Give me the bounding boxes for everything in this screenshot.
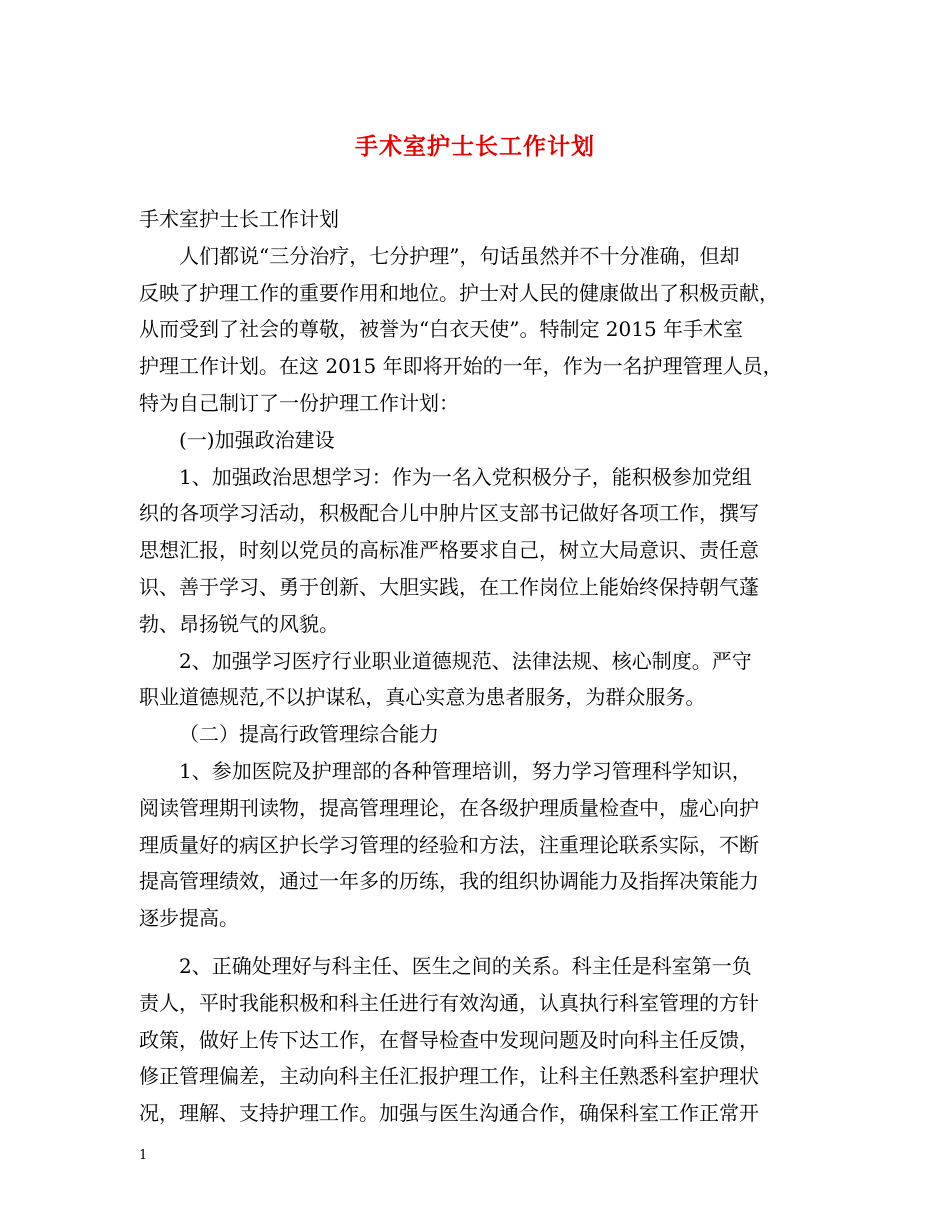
body-line: 特为自己制订了一份护理工作计划： (139, 390, 459, 415)
page-number: 1 (139, 1148, 148, 1163)
body-line: 政策，做好上传下达工作，在督导检查中发现问题及时向科主任反馈， (139, 1027, 759, 1052)
body-line: 职业道德规范,不以护谋私，真心实意为患者服务，为群众服务。 (139, 685, 706, 710)
body-line: 提高管理绩效，通过一年多的历练，我的组织协调能力及指挥决策能力 (139, 869, 759, 894)
paragraph-gap (139, 937, 829, 948)
body-line: 勃、昂扬锐气的风貌。 (139, 611, 339, 636)
body-line: 从而受到了社会的尊敬，被誉为“白衣天使”。特制定 2015 年手术室 (139, 317, 744, 342)
body-line: 护理工作计划。在这 2015 年即将开始的一年，作为一名护理管理人员， (139, 354, 783, 379)
body-line: 况，理解、支持护理工作。加强与医生沟通合作，确保科室工作正常开 (139, 1101, 759, 1126)
body-line: 1、加强政治思想学习：作为一名入党积极分子，能积极参加党组 (179, 464, 752, 489)
body-line: 修正管理偏差，主动向科主任汇报护理工作，让科主任熟悉科室护理状 (139, 1064, 759, 1089)
body-line: 阅读管理期刊读物，提高管理理论，在各级护理质量检查中，虚心向护 (139, 795, 759, 820)
body-line: 责人，平时我能积极和科主任进行有效沟通，认真执行科室管理的方针 (139, 990, 759, 1015)
section-heading: (一)加强政治建设 (179, 427, 335, 452)
body-line: 反映了护理工作的重要作用和地位。护士对人民的健康做出了积极贡献， (139, 280, 779, 305)
body-line: 织的各项学习活动，积极配合儿中肿片区支部书记做好各项工作，撰写 (139, 501, 759, 526)
body-line: 手术室护士长工作计划 (139, 207, 339, 231)
body-line: 思想汇报，时刻以党员的高标准严格要求自己，树立大局意识、责任意 (139, 538, 759, 563)
section-heading: （二）提高行政管理综合能力 (179, 722, 439, 747)
body-line: 理质量好的病区护长学习管理的经验和方法，注重理论联系实际，不断 (139, 832, 759, 857)
body-line: 人们都说“三分治疗，七分护理”，句话虽然并不十分准确，但却 (179, 243, 740, 268)
body-line: 1、参加医院及护理部的各种管理培训，努力学习管理科学知识， (179, 758, 752, 783)
body-line: 逐步提高。 (139, 906, 239, 931)
body-line: 识、善于学习、勇于创新、大胆实践，在工作岗位上能始终保持朝气蓬 (139, 574, 759, 599)
page-title: 手术室护士长工作计划 (355, 133, 595, 160)
body-line: 2、加强学习医疗行业职业道德规范、法律法规、核心制度。严守 (179, 648, 752, 673)
document-body (139, 201, 829, 1132)
body-line: 2、正确处理好与科主任、医生之间的关系。科主任是科室第一负 (179, 953, 752, 978)
